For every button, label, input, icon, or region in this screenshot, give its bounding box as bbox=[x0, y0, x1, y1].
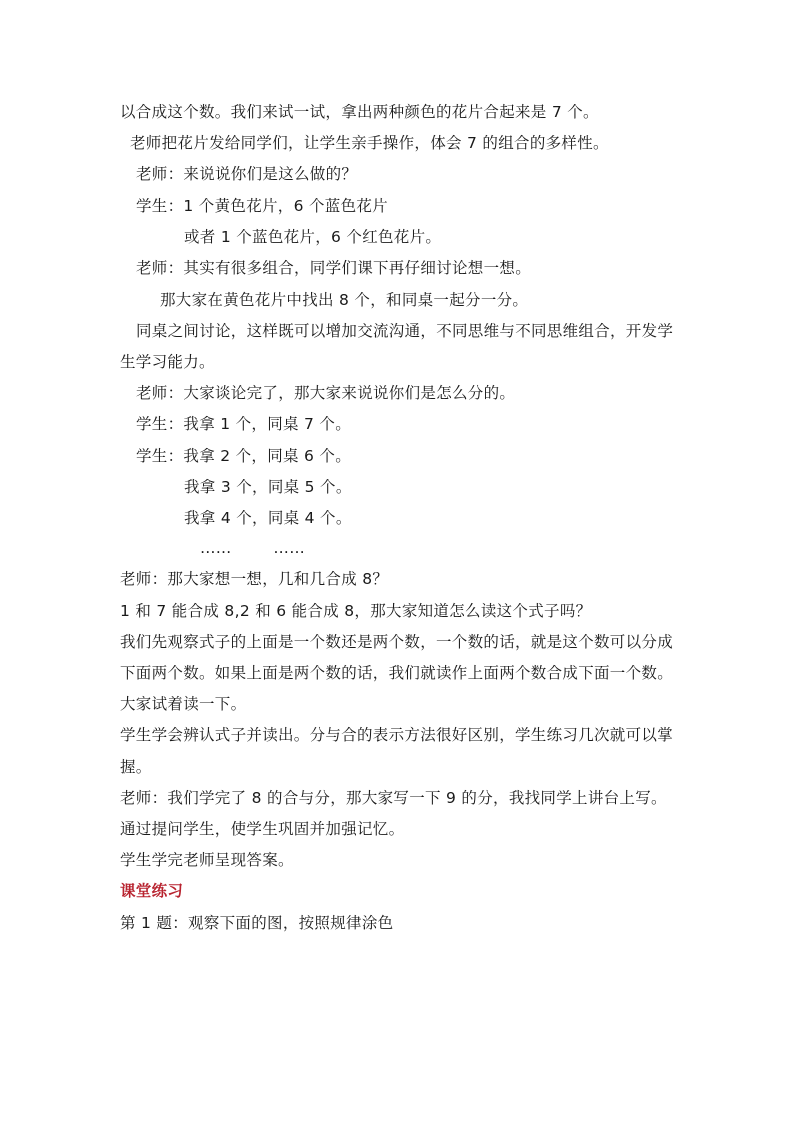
paragraph-line: 握。 bbox=[120, 758, 152, 776]
dialogue-student: 学生：1 个黄色花片，6 个蓝色花片 bbox=[136, 197, 388, 215]
paragraph-line: 以合成这个数。我们来试一试，拿出两种颜色的花片合起来是 7 个。 bbox=[120, 103, 599, 121]
paragraph-line: 那大家在黄色花片中找出 8 个，和同桌一起分一分。 bbox=[160, 291, 529, 309]
paragraph-line: 1 和 7 能合成 8,2 和 6 能合成 8，那大家知道怎么读这个式子吗？ bbox=[120, 602, 592, 620]
paragraph-line: 大家试着读一下。 bbox=[120, 695, 247, 713]
dialogue-teacher: 老师：大家谈论完了，那大家来说说你们是怎么分的。 bbox=[136, 384, 516, 402]
section-heading: 课堂练习 bbox=[120, 882, 184, 900]
paragraph-line: 学生学会辨认式子并读出。分与合的表示方法很好区别，学生练习几次就可以掌 bbox=[120, 726, 674, 744]
dialogue-student-continued: 我拿 3 个，同桌 5 个。 bbox=[184, 478, 352, 496]
dialogue-teacher: 老师：我们学完了 8 的合与分，那大家写一下 9 的分，我找同学上讲台上写。 bbox=[120, 789, 667, 807]
paragraph-line: 老师把花片发给同学们，让学生亲手操作，体会 7 的组合的多样性。 bbox=[130, 134, 609, 152]
paragraph-line: 通过提问学生，使学生巩固并加强记忆。 bbox=[120, 820, 405, 838]
paragraph-line: 学生学完老师呈现答案。 bbox=[120, 851, 294, 869]
exercise-prompt: 第 1 题：观察下面的图，按照规律涂色 bbox=[120, 914, 394, 932]
paragraph-line: 下面两个数。如果上面是两个数的话，我们就读作上面两个数合成下面一个数。 bbox=[120, 664, 674, 682]
dialogue-teacher: 老师：来说说你们是这么做的？ bbox=[136, 165, 358, 183]
dialogue-student: 学生：我拿 2 个，同桌 6 个。 bbox=[136, 447, 352, 465]
dialogue-student: 学生：我拿 1 个，同桌 7 个。 bbox=[136, 415, 352, 433]
dialogue-teacher: 老师：其实有很多组合，同学们课下再仔细讨论想一想。 bbox=[136, 259, 532, 277]
ellipsis-line: …… …… bbox=[200, 539, 306, 557]
paragraph-line: 同桌之间讨论，这样既可以增加交流沟通，不同思维与不同思维组合，开发学 bbox=[136, 322, 674, 340]
dialogue-student-continued: 或者 1 个蓝色花片，6 个红色花片。 bbox=[184, 228, 442, 246]
paragraph-line: 我们先观察式子的上面是一个数还是两个数，一个数的话，就是这个数可以分成 bbox=[120, 633, 674, 651]
dialogue-teacher: 老师：那大家想一想，几和几合成 8？ bbox=[120, 570, 389, 588]
paragraph-line: 生学习能力。 bbox=[120, 353, 215, 371]
dialogue-student-continued: 我拿 4 个，同桌 4 个。 bbox=[184, 509, 352, 527]
